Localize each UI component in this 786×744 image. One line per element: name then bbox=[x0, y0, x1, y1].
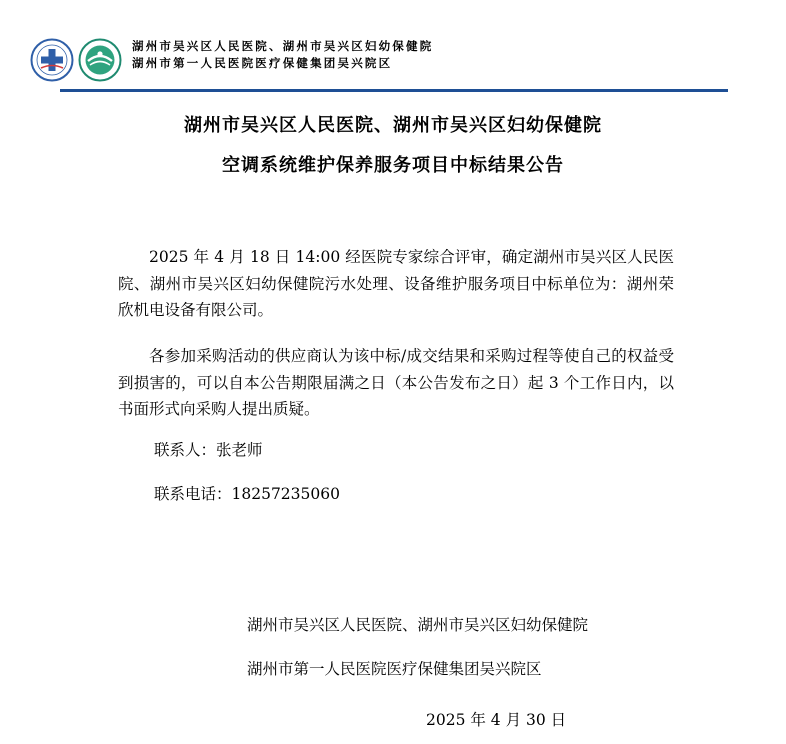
maternal-child-health-seal-icon bbox=[78, 38, 122, 82]
contact-phone: 联系电话：18257235060 bbox=[154, 485, 340, 503]
page-title-line-1: 湖州市吴兴区人民医院、湖州市吴兴区妇幼保健院 bbox=[184, 115, 602, 136]
letterhead-line-1: 湖州市吴兴区人民医院、湖州市吴兴区妇幼保健院 bbox=[132, 39, 434, 53]
letterhead-text bbox=[132, 38, 433, 72]
signature-line-1: 湖州市吴兴区人民医院、湖州市吴兴区妇幼保健院 bbox=[247, 616, 589, 634]
letterhead-line-2: 湖州市第一人民医院医疗保健集团吴兴院区 bbox=[132, 56, 393, 70]
announcement-paragraph-1: 2025 年 4 月 18 日 14:00 经医院专家综合评审，确定湖州市吴兴区人民医院、湖州市吴兴区妇幼保健院污水处理、设备维护服务项目中标单位为：湖州荣欣机电设备有限公司。 bbox=[118, 248, 674, 319]
signature-date: 2025 年 4 月 30 日 bbox=[426, 711, 567, 729]
hospital-seal-icon bbox=[30, 38, 74, 82]
contact-person: 联系人：张老师 bbox=[154, 441, 263, 459]
announcement-paragraph-2: 各参加采购活动的供应商认为该中标/成交结果和采购过程等使自己的权益受到损害的，可以自本公告期限届满之日（本公告发布之日）起 3 个工作日内，以书面形式向采购人提出质疑。 bbox=[118, 347, 674, 418]
header-divider bbox=[60, 89, 728, 92]
signature-line-2: 湖州市第一人民医院医疗保健集团吴兴院区 bbox=[247, 660, 542, 678]
page-title-line-2: 空调系统维护保养服务项目中标结果公告 bbox=[222, 155, 564, 176]
letterhead bbox=[28, 30, 728, 90]
